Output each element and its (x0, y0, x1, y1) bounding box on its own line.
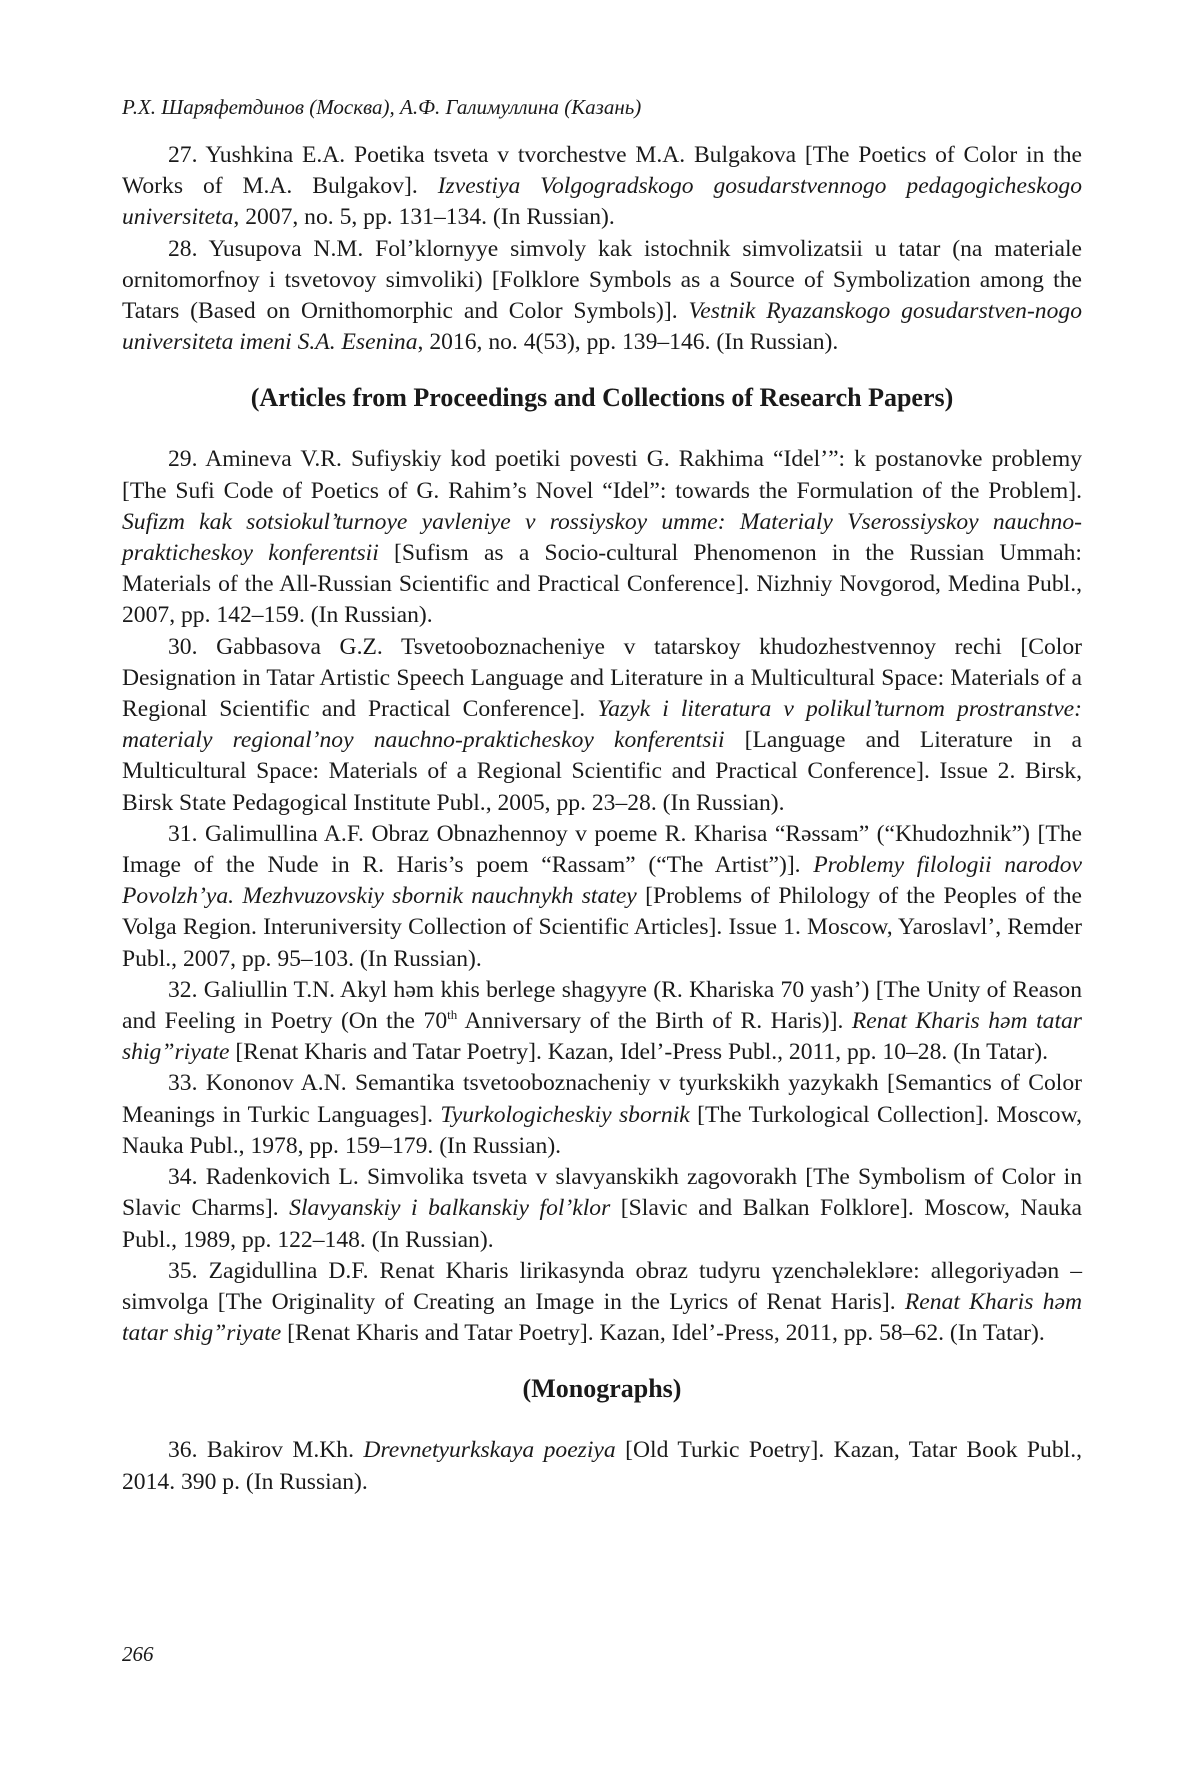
reference-source-title: Renat Kharis həm tatar shig”riyate (122, 1288, 1082, 1347)
reference-source-title: Slavyanskiy i balkanskiy fol’klor (289, 1195, 611, 1222)
reference-entry-36: 36. Bakirov M.Kh. Drevnetyurkskaya poeziya [Old Turkic Poetry]. Kazan, Tatar Book Publ., 2014. 390 p. (In Russian). (122, 1437, 1082, 1495)
reference-source-title: Vestnik Ryazanskogo gosudarstven-nogo universiteta imeni S.A. Esenina (122, 298, 1082, 356)
reference-source-title: Problemy filologii narodov Povolzh’ya. Mezhvuzovskiy sbornik nauchnykh statey (122, 852, 1082, 910)
reference-source-title: Tyurkologicheskiy sbornik (440, 1101, 690, 1128)
section-heading-monographs: (Monographs) (522, 1374, 682, 1404)
page-number: 266 (122, 1642, 154, 1666)
reference-entry-29: 29. Amineva V.R. Sufiyskiy kod poetiki povesti G. Rakhima “Idel’”: k postanovke problemy [The Sufi Code of Poetics of G. Rahim’s Novel “Idel”: towards the Formulation of the Problem]. Sufizm kak sotsiokul’turnoye yavleniye v rossiyskoy umme: Materialy Vserossiyskoy nauchno-prakticheskoy konferentsii [Sufism as a Socio-cultural Phenomenon in the Russian Ummah: Materials of the All-Russian Scientific and Practical Conference]. Nizhniy Novgorod, Medina Publ., 2007, pp. 142–159. (In Russian). (122, 446, 1082, 629)
section-heading-articles: (Articles from Proceedings and Collections of Research Papers) (250, 383, 954, 413)
running-head: Р.Х. Шаряфетдинов (Москва), А.Ф. Галимуллина (Казань) (122, 95, 642, 119)
reference-entry-35: 35. Zagidullina D.F. Renat Kharis lirikasynda obraz tudyru үzenchəleklәre: allegoriyadən – simvolga [The Originality of Creating an Image in the Lyrics of Renat Haris]. Renat Kharis həm tatar shig”riyate [Renat Kharis and Tatar Poetry]. Kazan, Idel’-Press, 2011, pp. 58–62. (In Tatar). (122, 1257, 1082, 1347)
reference-entry-30: 30. Gabbasova G.Z. Tsvetooboznacheniye v tatarskoy khudozhestvennoy rechi [Color Designation in Tatar Artistic Speech Language and Literature in a Multicultural Space: Materials of a Regional Scientific and Practical Conference]. Yazyk i literatura v polikul’turnom prostranstve: materialy regional’noy nauchno-prakticheskoy konferentsii [Language and Literature in a Multicultural Space: Materials of a Regional Scientific and Practical Conference]. Issue 2. Birsk, Birsk State Pedagogical Institute Publ., 2005, pp. 23–28. (In Russian). (122, 633, 1083, 816)
reference-entry-34: 34. Radenkovich L. Simvolika tsveta v slavyanskikh zagovorakh [The Symbolism of Color in Slavic Charms]. Slavyanskiy i balkanskiy fol’klor [Slavic and Balkan Folklore]. Moscow, Nauka Publ., 1989, pp. 122–148. (In Russian). (122, 1164, 1082, 1253)
reference-entry-27: 27. Yushkina E.A. Poetika tsveta v tvorchestve M.A. Bulgakova [The Poetics of Color in the Works of M.A. Bulgakov]. Izvestiya Volgogradskogo gosudarstvennogo pedagogicheskogo universiteta, 2007, no. 5, pp. 131–134. (In Russian). (122, 142, 1082, 231)
reference-source-title: Yazyk i literatura v polikul’turnom prostranstve: materialy regional’noy nauchno-prakticheskoy konferentsii (122, 696, 1082, 754)
reference-source-title: Drevnetyurkskaya poeziya (363, 1437, 616, 1464)
reference-source-title: Renat Kharis həm tatar shig”riyate (122, 1008, 1082, 1066)
page-body (122, 92, 1082, 1498)
reference-source-title: Izvestiya Volgogradskogo gosudarstvennogo pedagogicheskogo universiteta (122, 173, 1082, 231)
reference-entry-32: 32. Galiullin T.N. Akyl həm khis berlege shagyyre (R. Khariska 70 yash’) [The Unity of Reason and Feeling in Poetry (On the 70th Anniversary of the Birth of R. Haris)]. Renat Kharis həm tatar shig”riyate [Renat Kharis and Tatar Poetry]. Kazan, Idel’-Press Publ., 2011, pp. 10–28. (In Tatar). (122, 976, 1082, 1066)
superscript-ordinal: th (447, 1007, 458, 1023)
reference-entry-33: 33. Kononov A.N. Semantika tsvetooboznacheniy v tyurkskikh yazykakh [Semantics of Color Meanings in Turkic Languages]. Tyurkologicheskiy sbornik [The Turkological Collection]. Moscow, Nauka Publ., 1978, pp. 159–179. (In Russian). (122, 1070, 1082, 1159)
reference-source-title: Sufizm kak sotsiokul’turnoye yavleniye v rossiyskoy umme: Materialy Vserossiyskoy nauchno-prakticheskoy konferentsii (122, 508, 1082, 567)
reference-entry-31: 31. Galimullina A.F. Obraz Obnazhennoy v poeme R. Kharisa “Rəssam” (“Khudozhnik”) [The Image of the Nude in R. Haris’s poem “Rassam” (“The Artist”)]. Problemy filologii narodov Povolzh’ya. Mezhvuzovskiy sbornik nauchnykh statey [Problems of Philology of the Peoples of the Volga Region. Interuniversity Collection of Scientific Articles]. Issue 1. Moscow, Yaroslavl’, Remder Publ., 2007, pp. 95–103. (In Russian). (122, 820, 1082, 972)
reference-entry-28: 28. Yusupova N.M. Fol’klornyye simvoly kak istochnik simvolizatsii u tatar (na materiale ornitomorfnoy i tsvetovoy simvoliki) [Folklore Symbols as a Source of Symbolization among the Tatars (Based on Ornithomorphic and Color Symbols)]. Vestnik Ryazanskogo gosudarstven-nogo universiteta imeni S.A. Esenina, 2016, no. 4(53), pp. 139–146. (In Russian). (122, 235, 1082, 356)
